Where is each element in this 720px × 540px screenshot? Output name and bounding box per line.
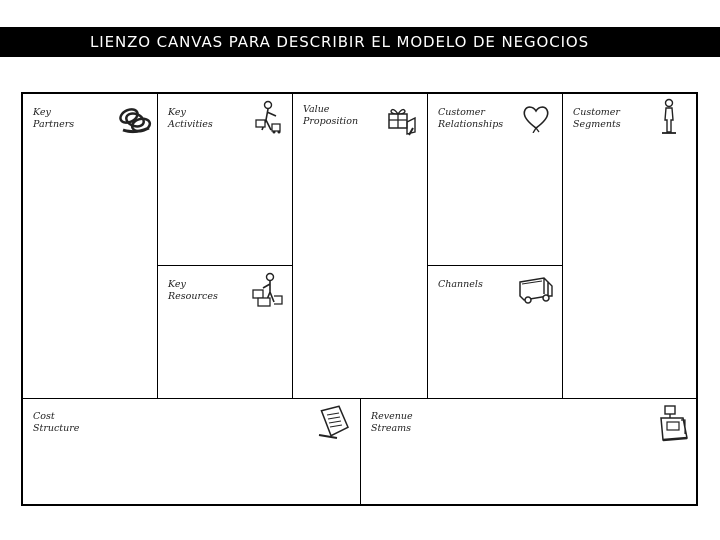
price-tag-icon [315, 405, 351, 439]
block-label: Key Partners [33, 107, 75, 130]
block-label: Customer Segments [573, 107, 621, 130]
block-label: Key Activities [168, 107, 213, 130]
block-key-resources[interactable] [158, 266, 292, 398]
delivery-truck-icon [516, 274, 556, 306]
block-cost-structure[interactable] [23, 399, 360, 504]
block-revenue-streams[interactable] [361, 399, 696, 504]
block-label: Key Resources [168, 279, 218, 302]
chain-links-icon [117, 104, 153, 136]
block-label: Cost Structure [33, 411, 80, 434]
cash-register-icon [657, 404, 691, 444]
block-key-partners[interactable] [23, 94, 157, 398]
business-model-canvas [21, 92, 698, 506]
worker-pushing-cart-icon [254, 100, 282, 134]
block-key-activities[interactable] [158, 94, 292, 265]
block-value-proposition[interactable] [293, 94, 427, 398]
person-standing-icon [657, 98, 681, 136]
block-channels[interactable] [428, 266, 562, 398]
block-label: Revenue Streams [371, 411, 413, 434]
block-label: Channels [438, 279, 483, 290]
heart-icon [521, 103, 551, 133]
block-customer-relationships[interactable] [428, 94, 562, 265]
block-label: Value Proposition [303, 104, 359, 127]
worker-with-boxes-icon [250, 272, 284, 308]
gift-box-icon [385, 102, 419, 136]
block-label: Customer Relationships [438, 107, 504, 130]
block-customer-segments[interactable] [563, 94, 696, 398]
title-bar [0, 27, 720, 57]
page-title: LIENZO CANVAS PARA DESCRIBIR EL MODELO DE NEGOCIOS [90, 33, 590, 51]
